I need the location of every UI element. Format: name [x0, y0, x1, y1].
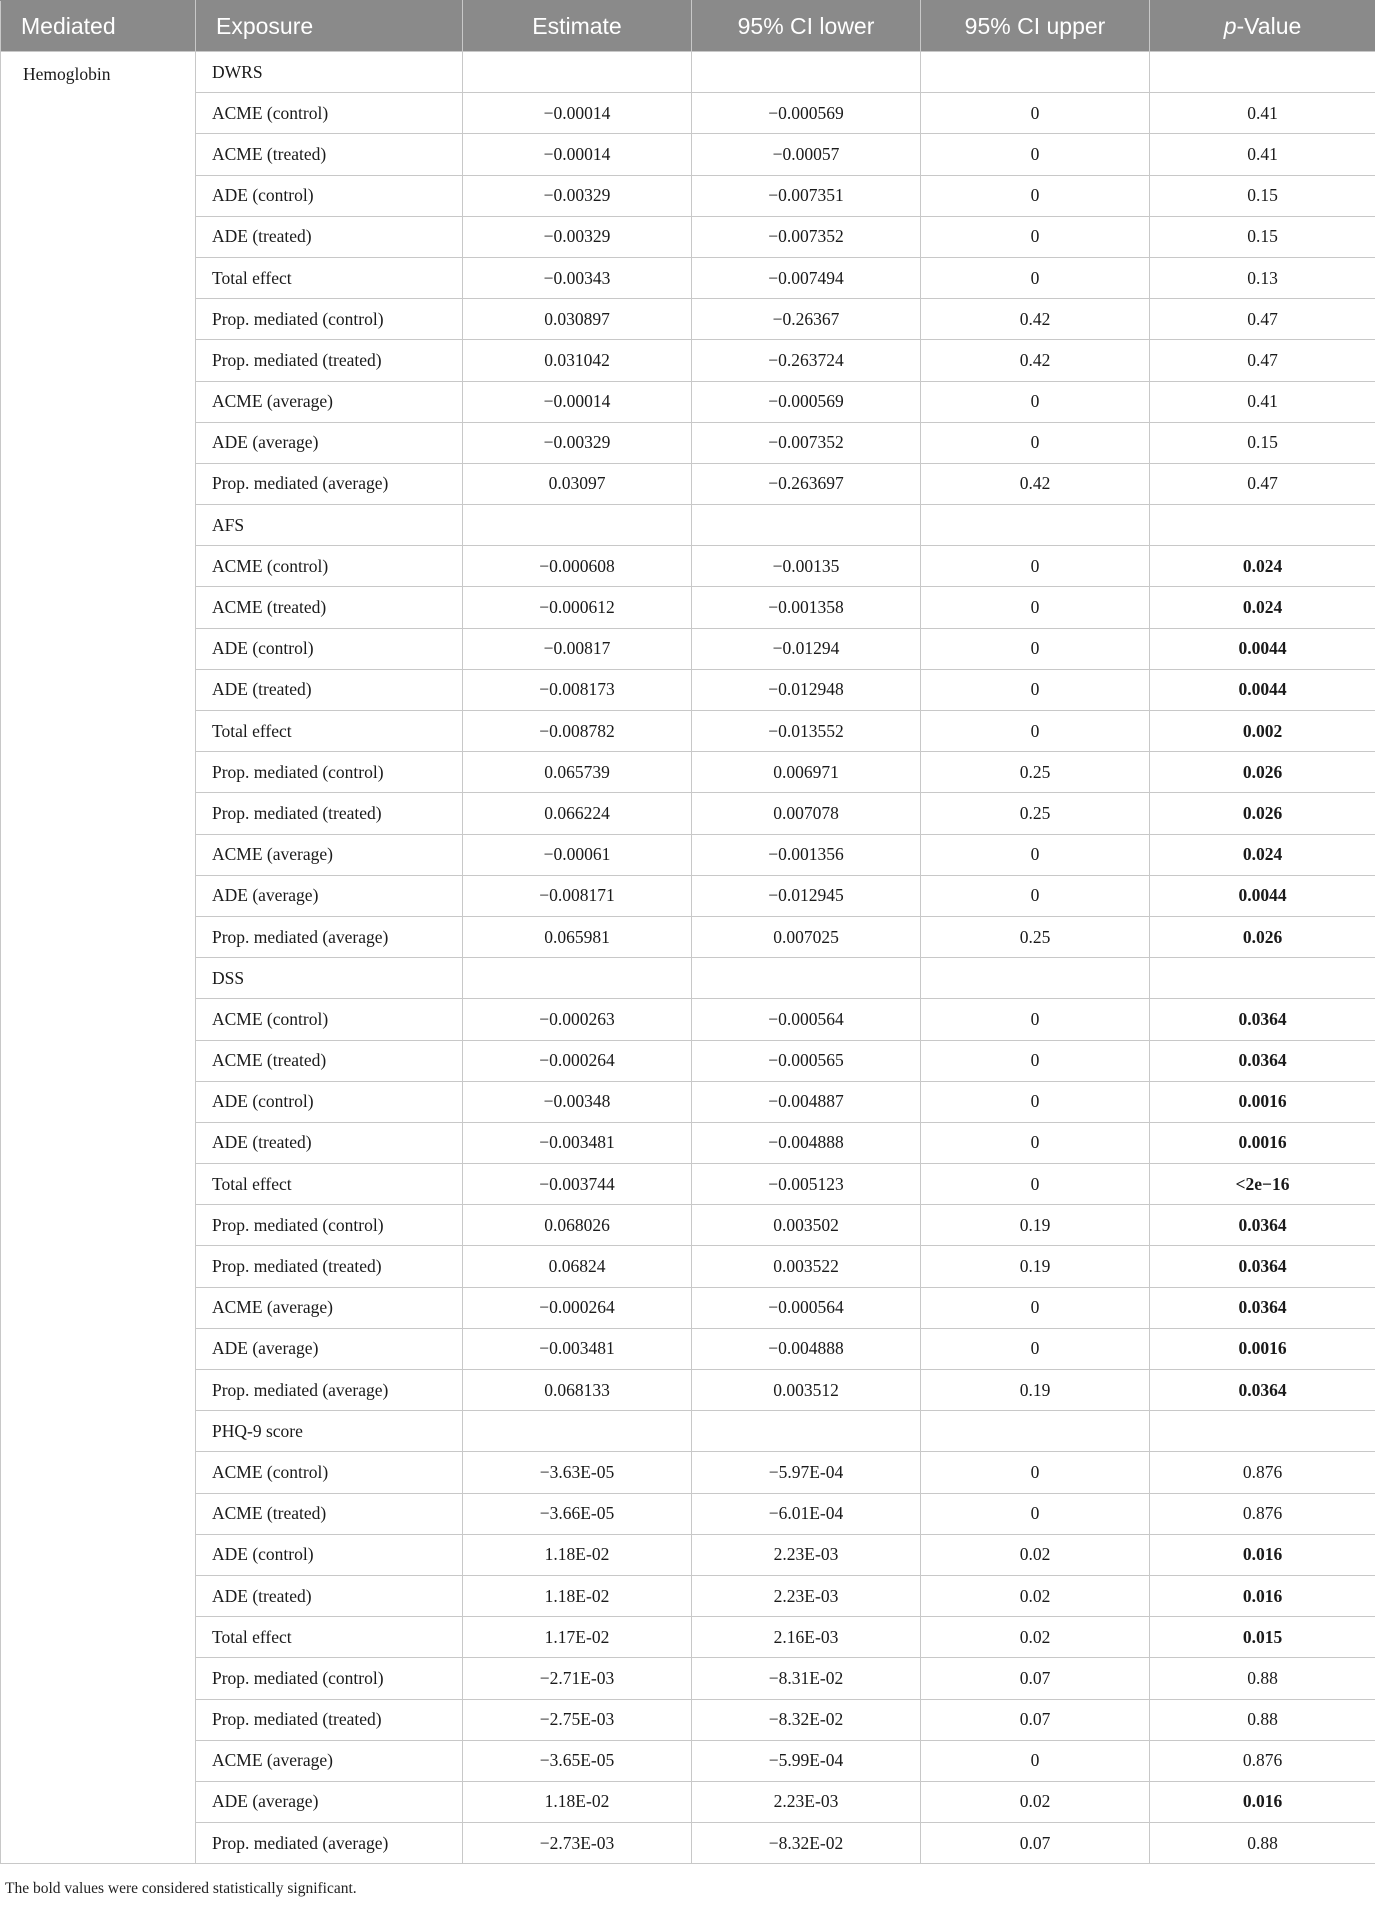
exposure-group-label: DSS [196, 958, 463, 999]
table-row [1, 752, 1375, 793]
estimate-cell: 0.065739 [463, 752, 692, 793]
ci-lower-cell: −0.007351 [692, 175, 921, 216]
table-row [1, 1370, 1375, 1411]
table-row [1, 93, 1375, 134]
exposure-label: Prop. mediated (control) [196, 752, 463, 793]
exposure-label: ACME (treated) [196, 1040, 463, 1081]
header-ci-upper: 95% CI upper [921, 1, 1150, 52]
ci-upper-cell: 0 [921, 1164, 1150, 1205]
p-value-cell: 0.876 [1150, 1493, 1375, 1534]
ci-lower-cell: −0.001356 [692, 834, 921, 875]
header-exposure: Exposure [196, 1, 463, 52]
group-row [1, 52, 1375, 93]
estimate-cell: −0.003481 [463, 1122, 692, 1163]
estimate-cell: −0.00348 [463, 1081, 692, 1122]
table-row [1, 546, 1375, 587]
ci-upper-cell [921, 52, 1150, 93]
table-row [1, 1452, 1375, 1493]
ci-lower-cell: −0.00135 [692, 546, 921, 587]
estimate-cell: 0.031042 [463, 340, 692, 381]
ci-upper-cell: 0.19 [921, 1246, 1150, 1287]
p-value-cell [1150, 505, 1375, 546]
estimate-cell: −0.00329 [463, 422, 692, 463]
p-value-cell: 0.876 [1150, 1452, 1375, 1493]
p-value-cell: 0.024 [1150, 587, 1375, 628]
ci-upper-cell: 0 [921, 1040, 1150, 1081]
table-row [1, 1658, 1375, 1699]
p-value-cell: 0.15 [1150, 216, 1375, 257]
estimate-cell: −0.00061 [463, 834, 692, 875]
table-row [1, 711, 1375, 752]
header-p-suffix: -Value [1236, 12, 1302, 39]
estimate-cell: 1.18E-02 [463, 1534, 692, 1575]
ci-upper-cell: 0 [921, 422, 1150, 463]
ci-upper-cell: 0.07 [921, 1823, 1150, 1864]
p-value-cell: 0.47 [1150, 463, 1375, 504]
table-row [1, 1164, 1375, 1205]
p-value-cell: 0.0364 [1150, 1287, 1375, 1328]
exposure-label: Prop. mediated (control) [196, 299, 463, 340]
table-row [1, 422, 1375, 463]
p-value-cell: 0.026 [1150, 916, 1375, 957]
estimate-cell: −0.00014 [463, 134, 692, 175]
exposure-label: ACME (treated) [196, 587, 463, 628]
exposure-label: Total effect [196, 711, 463, 752]
ci-upper-cell: 0.02 [921, 1534, 1150, 1575]
exposure-label: ACME (control) [196, 93, 463, 134]
estimate-cell: −3.65E-05 [463, 1740, 692, 1781]
ci-lower-cell: 2.23E-03 [692, 1781, 921, 1822]
exposure-group-label: AFS [196, 505, 463, 546]
exposure-label: ADE (treated) [196, 1122, 463, 1163]
ci-lower-cell: −0.005123 [692, 1164, 921, 1205]
p-value-cell: 0.0016 [1150, 1081, 1375, 1122]
estimate-cell: −0.00014 [463, 381, 692, 422]
estimate-cell: −0.003744 [463, 1164, 692, 1205]
table-row [1, 1740, 1375, 1781]
mediated-cell: Hemoglobin [1, 52, 196, 1864]
table-row [1, 793, 1375, 834]
ci-lower-cell: −5.99E-04 [692, 1740, 921, 1781]
exposure-label: ACME (control) [196, 999, 463, 1040]
ci-upper-cell: 0 [921, 1740, 1150, 1781]
ci-upper-cell: 0 [921, 381, 1150, 422]
ci-lower-cell: 0.007025 [692, 916, 921, 957]
p-value-cell [1150, 1411, 1375, 1452]
p-value-cell: 0.876 [1150, 1740, 1375, 1781]
estimate-cell: −3.66E-05 [463, 1493, 692, 1534]
ci-lower-cell: −0.004887 [692, 1081, 921, 1122]
table-row [1, 587, 1375, 628]
estimate-cell: 0.065981 [463, 916, 692, 957]
exposure-label: ACME (control) [196, 1452, 463, 1493]
header-p-italic: p [1223, 12, 1237, 39]
table-row [1, 1781, 1375, 1822]
ci-lower-cell: −8.32E-02 [692, 1699, 921, 1740]
ci-lower-cell [692, 1411, 921, 1452]
ci-lower-cell: −0.012948 [692, 669, 921, 710]
p-value-cell: <2e−16 [1150, 1164, 1375, 1205]
exposure-label: Prop. mediated (average) [196, 1823, 463, 1864]
ci-upper-cell: 0 [921, 711, 1150, 752]
group-row [1, 958, 1375, 999]
p-value-cell: 0.41 [1150, 134, 1375, 175]
p-value-cell: 0.88 [1150, 1699, 1375, 1740]
p-value-cell: 0.15 [1150, 422, 1375, 463]
header-row [1, 1, 1375, 52]
estimate-cell: −0.000264 [463, 1287, 692, 1328]
ci-upper-cell: 0 [921, 1122, 1150, 1163]
ci-lower-cell: −8.32E-02 [692, 1823, 921, 1864]
p-value-cell: 0.47 [1150, 299, 1375, 340]
estimate-cell: −0.003481 [463, 1328, 692, 1369]
p-value-cell [1150, 52, 1375, 93]
ci-lower-cell: −0.001358 [692, 587, 921, 628]
ci-upper-cell: 0 [921, 669, 1150, 710]
header-p-value [1150, 1, 1375, 52]
p-value-cell: 0.0044 [1150, 875, 1375, 916]
p-value-cell: 0.13 [1150, 257, 1375, 298]
exposure-label: ADE (average) [196, 422, 463, 463]
table-row [1, 134, 1375, 175]
estimate-cell: −3.63E-05 [463, 1452, 692, 1493]
ci-lower-cell: −0.013552 [692, 711, 921, 752]
table-row [1, 669, 1375, 710]
table-row [1, 1122, 1375, 1163]
exposure-label: ADE (average) [196, 1328, 463, 1369]
ci-upper-cell: 0 [921, 257, 1150, 298]
ci-upper-cell: 0 [921, 1287, 1150, 1328]
exposure-label: ADE (control) [196, 175, 463, 216]
p-value-cell: 0.026 [1150, 793, 1375, 834]
p-value-cell: 0.41 [1150, 93, 1375, 134]
header-mediated: Mediated [1, 1, 196, 52]
table-row [1, 628, 1375, 669]
table-row [1, 1617, 1375, 1658]
p-value-cell: 0.0044 [1150, 628, 1375, 669]
table-row [1, 257, 1375, 298]
p-value-cell: 0.15 [1150, 175, 1375, 216]
table-row [1, 916, 1375, 957]
ci-lower-cell: −6.01E-04 [692, 1493, 921, 1534]
exposure-label: Prop. mediated (average) [196, 916, 463, 957]
ci-upper-cell: 0.02 [921, 1575, 1150, 1616]
estimate-cell: 0.066224 [463, 793, 692, 834]
exposure-label: Total effect [196, 1617, 463, 1658]
ci-upper-cell: 0 [921, 175, 1150, 216]
estimate-cell: 1.18E-02 [463, 1575, 692, 1616]
p-value-cell: 0.0016 [1150, 1328, 1375, 1369]
table-row [1, 1287, 1375, 1328]
estimate-cell: −2.73E-03 [463, 1823, 692, 1864]
ci-lower-cell: −0.26367 [692, 299, 921, 340]
ci-lower-cell: 2.23E-03 [692, 1575, 921, 1616]
ci-upper-cell: 0.25 [921, 752, 1150, 793]
ci-lower-cell: −0.004888 [692, 1328, 921, 1369]
estimate-cell: −2.75E-03 [463, 1699, 692, 1740]
exposure-label: Total effect [196, 1164, 463, 1205]
estimate-cell: −0.000612 [463, 587, 692, 628]
ci-upper-cell [921, 505, 1150, 546]
exposure-label: Prop. mediated (control) [196, 1658, 463, 1699]
p-value-cell: 0.026 [1150, 752, 1375, 793]
table-row [1, 1205, 1375, 1246]
ci-lower-cell: −0.000564 [692, 999, 921, 1040]
ci-upper-cell: 0 [921, 587, 1150, 628]
exposure-label: ADE (control) [196, 1534, 463, 1575]
estimate-cell [463, 958, 692, 999]
table-row [1, 1575, 1375, 1616]
estimate-cell: −0.000263 [463, 999, 692, 1040]
p-value-cell: 0.0364 [1150, 1040, 1375, 1081]
table-row [1, 1699, 1375, 1740]
estimate-cell: −0.008173 [463, 669, 692, 710]
ci-upper-cell: 0 [921, 546, 1150, 587]
exposure-label: Prop. mediated (treated) [196, 1699, 463, 1740]
ci-lower-cell: −0.007352 [692, 422, 921, 463]
estimate-cell [463, 52, 692, 93]
ci-upper-cell: 0.19 [921, 1370, 1150, 1411]
ci-lower-cell: 2.23E-03 [692, 1534, 921, 1575]
ci-upper-cell: 0.07 [921, 1658, 1150, 1699]
exposure-label: ADE (treated) [196, 216, 463, 257]
ci-upper-cell: 0.25 [921, 793, 1150, 834]
ci-lower-cell [692, 505, 921, 546]
header-ci-lower: 95% CI lower [692, 1, 921, 52]
ci-lower-cell: −0.007352 [692, 216, 921, 257]
estimate-cell [463, 505, 692, 546]
ci-lower-cell: −0.00057 [692, 134, 921, 175]
table-row [1, 999, 1375, 1040]
p-value-cell: 0.024 [1150, 546, 1375, 587]
ci-lower-cell: 0.006971 [692, 752, 921, 793]
exposure-label: ADE (treated) [196, 669, 463, 710]
exposure-label: Prop. mediated (average) [196, 463, 463, 504]
table-footnote: The bold values were considered statistically significant. [5, 1880, 357, 1897]
ci-lower-cell: −0.01294 [692, 628, 921, 669]
exposure-label: ACME (average) [196, 834, 463, 875]
table-row [1, 1246, 1375, 1287]
exposure-label: ACME (average) [196, 1740, 463, 1781]
group-row [1, 505, 1375, 546]
exposure-label: Prop. mediated (treated) [196, 340, 463, 381]
ci-lower-cell: −0.007494 [692, 257, 921, 298]
estimate-cell: −0.00817 [463, 628, 692, 669]
table-row [1, 299, 1375, 340]
estimate-cell: −2.71E-03 [463, 1658, 692, 1699]
estimate-cell [463, 1411, 692, 1452]
ci-lower-cell: −0.004888 [692, 1122, 921, 1163]
p-value-cell: 0.024 [1150, 834, 1375, 875]
ci-upper-cell: 0 [921, 134, 1150, 175]
ci-upper-cell: 0.02 [921, 1617, 1150, 1658]
ci-upper-cell: 0.19 [921, 1205, 1150, 1246]
exposure-label: Prop. mediated (treated) [196, 793, 463, 834]
ci-upper-cell: 0 [921, 834, 1150, 875]
header-estimate: Estimate [463, 1, 692, 52]
ci-upper-cell [921, 958, 1150, 999]
ci-lower-cell: −0.012945 [692, 875, 921, 916]
table-row [1, 175, 1375, 216]
estimate-cell: 1.18E-02 [463, 1781, 692, 1822]
ci-lower-cell: −0.000569 [692, 381, 921, 422]
ci-upper-cell: 0 [921, 1452, 1150, 1493]
table-row [1, 1493, 1375, 1534]
ci-upper-cell: 0 [921, 216, 1150, 257]
ci-lower-cell: −0.263697 [692, 463, 921, 504]
table-row [1, 834, 1375, 875]
ci-lower-cell: −0.263724 [692, 340, 921, 381]
p-value-cell: 0.002 [1150, 711, 1375, 752]
p-value-cell: 0.0364 [1150, 1246, 1375, 1287]
ci-upper-cell: 0 [921, 1493, 1150, 1534]
exposure-label: Prop. mediated (treated) [196, 1246, 463, 1287]
p-value-cell: 0.016 [1150, 1781, 1375, 1822]
table-row [1, 875, 1375, 916]
table-row [1, 1534, 1375, 1575]
estimate-cell: −0.00329 [463, 175, 692, 216]
estimate-cell: −0.008782 [463, 711, 692, 752]
exposure-label: ADE (treated) [196, 1575, 463, 1616]
table-row [1, 1081, 1375, 1122]
table-body [1, 52, 1375, 1864]
ci-upper-cell: 0.42 [921, 463, 1150, 504]
ci-upper-cell: 0.25 [921, 916, 1150, 957]
exposure-label: ADE (control) [196, 1081, 463, 1122]
exposure-label: Prop. mediated (average) [196, 1370, 463, 1411]
p-value-cell: 0.88 [1150, 1658, 1375, 1699]
p-value-cell: 0.47 [1150, 340, 1375, 381]
ci-upper-cell: 0 [921, 999, 1150, 1040]
p-value-cell: 0.41 [1150, 381, 1375, 422]
table-row [1, 463, 1375, 504]
ci-lower-cell: 0.003512 [692, 1370, 921, 1411]
p-value-cell: 0.0364 [1150, 1370, 1375, 1411]
table-row [1, 1328, 1375, 1369]
group-row [1, 1411, 1375, 1452]
table-row [1, 1040, 1375, 1081]
estimate-cell: 0.03097 [463, 463, 692, 504]
p-value-cell: 0.016 [1150, 1534, 1375, 1575]
ci-upper-cell: 0 [921, 1328, 1150, 1369]
exposure-label: ACME (treated) [196, 1493, 463, 1534]
ci-lower-cell: −0.000569 [692, 93, 921, 134]
p-value-cell: 0.88 [1150, 1823, 1375, 1864]
p-value-cell: 0.016 [1150, 1575, 1375, 1616]
ci-lower-cell [692, 52, 921, 93]
estimate-cell: −0.000608 [463, 546, 692, 587]
estimate-cell: −0.00329 [463, 216, 692, 257]
exposure-label: ADE (control) [196, 628, 463, 669]
estimate-cell: −0.008171 [463, 875, 692, 916]
exposure-group-label: DWRS [196, 52, 463, 93]
table-row [1, 216, 1375, 257]
estimate-cell: 0.06824 [463, 1246, 692, 1287]
estimate-cell: 1.17E-02 [463, 1617, 692, 1658]
p-value-cell: 0.0044 [1150, 669, 1375, 710]
ci-upper-cell: 0 [921, 628, 1150, 669]
exposure-label: ACME (average) [196, 381, 463, 422]
exposure-label: ADE (average) [196, 875, 463, 916]
estimate-cell: 0.068133 [463, 1370, 692, 1411]
ci-upper-cell: 0 [921, 93, 1150, 134]
p-value-cell: 0.0364 [1150, 999, 1375, 1040]
exposure-label: ACME (average) [196, 1287, 463, 1328]
ci-lower-cell: −0.000565 [692, 1040, 921, 1081]
ci-lower-cell: −5.97E-04 [692, 1452, 921, 1493]
table-row [1, 1823, 1375, 1864]
table-row [1, 381, 1375, 422]
ci-upper-cell: 0 [921, 1081, 1150, 1122]
p-value-cell: 0.0364 [1150, 1205, 1375, 1246]
p-value-cell [1150, 958, 1375, 999]
ci-upper-cell: 0 [921, 875, 1150, 916]
ci-upper-cell [921, 1411, 1150, 1452]
estimate-cell: −0.000264 [463, 1040, 692, 1081]
exposure-label: Prop. mediated (control) [196, 1205, 463, 1246]
ci-lower-cell: 0.003502 [692, 1205, 921, 1246]
exposure-label: ADE (average) [196, 1781, 463, 1822]
ci-lower-cell: 2.16E-03 [692, 1617, 921, 1658]
estimate-cell: −0.00343 [463, 257, 692, 298]
table-header [1, 1, 1375, 52]
ci-lower-cell: 0.003522 [692, 1246, 921, 1287]
ci-upper-cell: 0.07 [921, 1699, 1150, 1740]
exposure-label: ACME (treated) [196, 134, 463, 175]
table-row [1, 340, 1375, 381]
ci-upper-cell: 0.42 [921, 340, 1150, 381]
ci-lower-cell: −0.000564 [692, 1287, 921, 1328]
ci-lower-cell: 0.007078 [692, 793, 921, 834]
ci-upper-cell: 0.42 [921, 299, 1150, 340]
ci-lower-cell [692, 958, 921, 999]
estimate-cell: 0.030897 [463, 299, 692, 340]
estimate-cell: −0.00014 [463, 93, 692, 134]
ci-lower-cell: −8.31E-02 [692, 1658, 921, 1699]
ci-upper-cell: 0.02 [921, 1781, 1150, 1822]
exposure-label: Total effect [196, 257, 463, 298]
estimate-cell: 0.068026 [463, 1205, 692, 1246]
exposure-group-label: PHQ-9 score [196, 1411, 463, 1452]
p-value-cell: 0.0016 [1150, 1122, 1375, 1163]
p-value-cell: 0.015 [1150, 1617, 1375, 1658]
exposure-label: ACME (control) [196, 546, 463, 587]
